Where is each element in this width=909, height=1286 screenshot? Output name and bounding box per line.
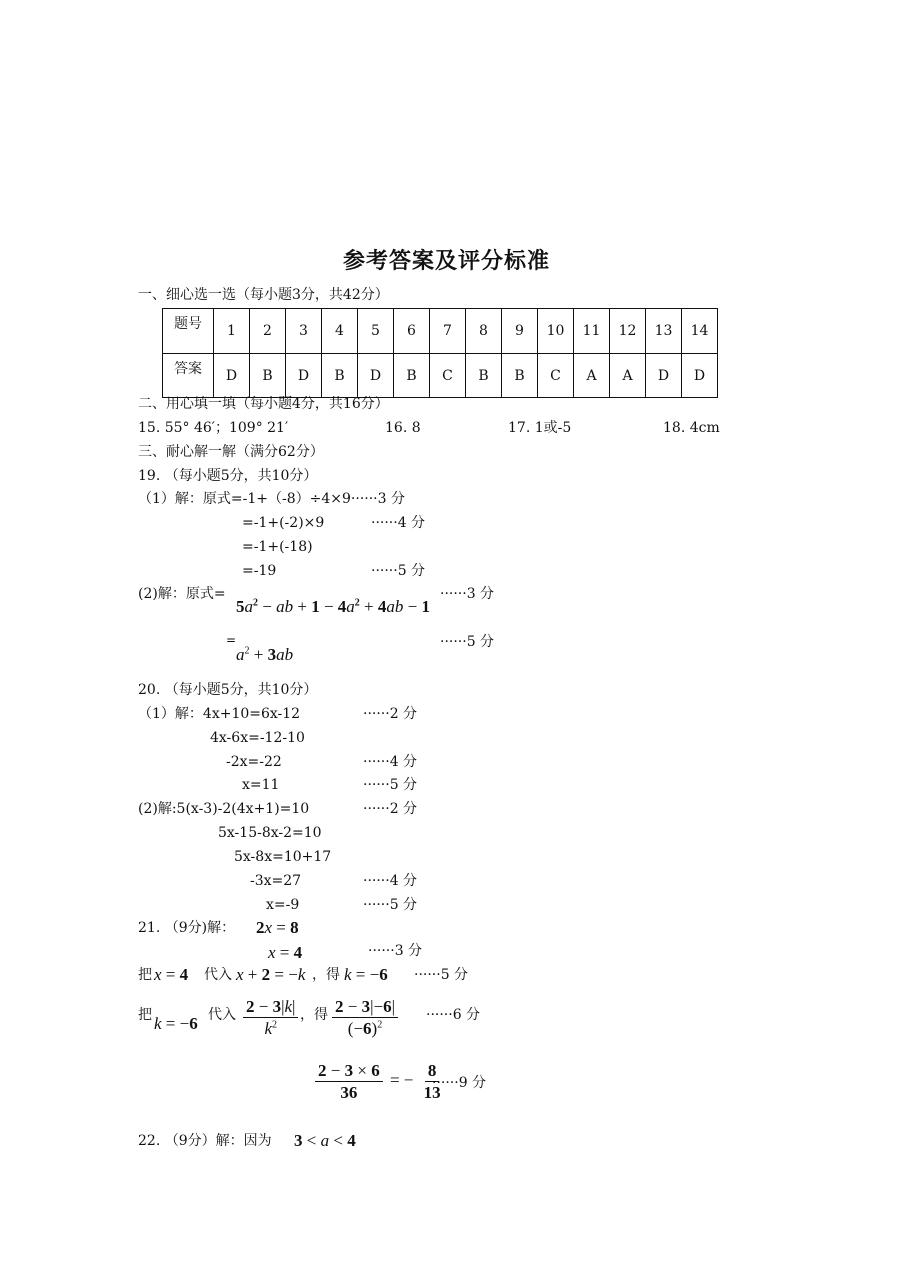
q21-line4-c: ，得 <box>300 1007 328 1023</box>
q21-line4-a: 把 <box>138 1007 152 1023</box>
cell-number: 4 <box>322 309 358 354</box>
q22-inequality: 3 < a < 4 <box>294 1131 356 1150</box>
q19-heading: 19. （每小题5分，共10分） <box>138 468 318 484</box>
q20-p1-line3: -2x=-22 <box>226 754 282 770</box>
page-title: 参考答案及评分标准 <box>343 248 551 274</box>
cell-answer: C <box>430 354 466 398</box>
cell-answer: D <box>358 354 394 398</box>
cell-number: 5 <box>358 309 394 354</box>
q20-p2-line2: 5x-15-8x-2=10 <box>218 825 322 841</box>
q20-p2-line5: x=-9 <box>266 897 300 913</box>
q19-p2-result: $a^2 + 3ab$ <box>236 645 294 664</box>
cell-answer: B <box>250 354 286 398</box>
q20-p1-line4: x=11 <box>242 777 280 793</box>
cell-number: 7 <box>430 309 466 354</box>
q21-prefix: 21. （9分)解： <box>138 920 236 936</box>
q19-p2-score1: ······3 分 <box>440 586 495 602</box>
q21-line4-b: 代入 <box>208 1007 236 1023</box>
q21-line4-k: k = −6 <box>154 1014 198 1033</box>
cell-number: 9 <box>502 309 538 354</box>
cell-answer: B <box>502 354 538 398</box>
q21-line3-x: x = 4 <box>154 965 189 984</box>
q21-score4: ······9 分 <box>432 1075 487 1091</box>
q19-p1-line3: =-1+(-18) <box>242 539 313 555</box>
cell-answer: A <box>574 354 610 398</box>
q21-final-expression: $\frac{2 - 3 \times 6}{36}$ = − $\frac{8}{13}$ <box>312 1062 447 1101</box>
answer-q18: 18. 4cm <box>663 420 720 436</box>
q19-p1-line4-score: ······5 分 <box>371 563 426 579</box>
q19-p1-line2: =-1+(-2)×9 <box>242 515 325 531</box>
cell-answer: A <box>610 354 646 398</box>
section3-heading: 三、耐心解一解（满分62分） <box>138 444 324 460</box>
q19-p1-line2-score: ······4 分 <box>371 515 426 531</box>
cell-number: 11 <box>574 309 610 354</box>
q20-heading: 20. （每小题5分，共10分） <box>138 682 318 698</box>
q21-line3-eq: x + 2 = −k <box>236 965 306 984</box>
q19-p1-line1: （1）解：原式=-1+（-8）÷4×9······3 分 <box>138 491 405 507</box>
q19-p1-line4: =-19 <box>242 563 277 579</box>
q20-p1-line4-score: ······5 分 <box>363 777 418 793</box>
q21-eq2: x = 4 <box>268 943 303 962</box>
q20-p2-line4: -3x=27 <box>250 873 302 889</box>
cell-answer: B <box>322 354 358 398</box>
cell-number: 13 <box>646 309 682 354</box>
row-label-answer: 答案 <box>163 354 214 398</box>
cell-answer: D <box>286 354 322 398</box>
q21-line3-b: 代入 <box>204 967 232 983</box>
cell-answer: D <box>682 354 718 398</box>
cell-number: 10 <box>538 309 574 354</box>
q22-prefix: 22. （9分）解：因为 <box>138 1133 272 1149</box>
q20-p2-line1: (2)解:5(x-3)-2(4x+1)=10 <box>138 801 310 817</box>
cell-number: 6 <box>394 309 430 354</box>
q21-score3: ······6 分 <box>426 1007 481 1023</box>
q19-p2-equals: = <box>226 633 237 647</box>
cell-number: 1 <box>214 309 250 354</box>
q20-p1-line1-score: ······2 分 <box>363 706 418 722</box>
cell-number: 2 <box>250 309 286 354</box>
answer-q15: 15. 55° 46′；109° 21′ <box>138 420 289 436</box>
cell-number: 14 <box>682 309 718 354</box>
cell-number: 8 <box>466 309 502 354</box>
q21-line3-c: ，得 <box>312 967 340 983</box>
q19-p2-prefix: (2)解：原式= <box>138 586 226 602</box>
q19-p2-expression: $5a^2$ − ab + $1 - 4a^2 + 4ab - 1$ <box>236 597 430 616</box>
q20-p2-line1-score: ······2 分 <box>363 801 418 817</box>
q21-score1: ······3 分 <box>368 943 423 959</box>
table-row-answers <box>163 354 718 398</box>
cell-number: 3 <box>286 309 322 354</box>
table-row-numbers <box>163 309 718 354</box>
q19-p2-score2: ······5 分 <box>440 634 495 650</box>
cell-answer: B <box>394 354 430 398</box>
q20-p2-line5-score: ······5 分 <box>363 897 418 913</box>
q20-p1-line2: 4x-6x=-12-10 <box>210 730 305 746</box>
cell-answer: D <box>646 354 682 398</box>
section1-heading: 一、细心选一选（每小题3分，共42分） <box>138 287 389 303</box>
q20-p1-line1: （1）解：4x+10=6x-12 <box>138 706 301 722</box>
q21-fraction2: $\frac{2 - 3|-6|}{(-6)^2}$ <box>329 998 401 1037</box>
q21-fraction1: $\frac{2 - 3|k|}{k^2}$ <box>240 998 301 1037</box>
q21-line3-k: k = −6 <box>344 965 388 984</box>
q20-p1-line3-score: ······4 分 <box>363 754 418 770</box>
cell-answer: C <box>538 354 574 398</box>
answer-q17: 17. 1或-5 <box>508 420 572 436</box>
cell-answer: B <box>466 354 502 398</box>
cell-number: 12 <box>610 309 646 354</box>
q21-eq1: 2x = 8 <box>256 918 299 937</box>
answer-q16: 16. 8 <box>385 420 421 436</box>
q20-p2-line3: 5x-8x=10+17 <box>234 849 332 865</box>
row-label-number: 题号 <box>163 309 214 354</box>
answer-table <box>162 308 718 398</box>
q21-score2: ······5 分 <box>414 967 469 983</box>
cell-answer: D <box>214 354 250 398</box>
section2-heading: 二、用心填一填（每小题4分，共16分） <box>138 396 389 412</box>
q20-p2-line4-score: ······4 分 <box>363 873 418 889</box>
q21-line3-a: 把 <box>138 967 152 983</box>
